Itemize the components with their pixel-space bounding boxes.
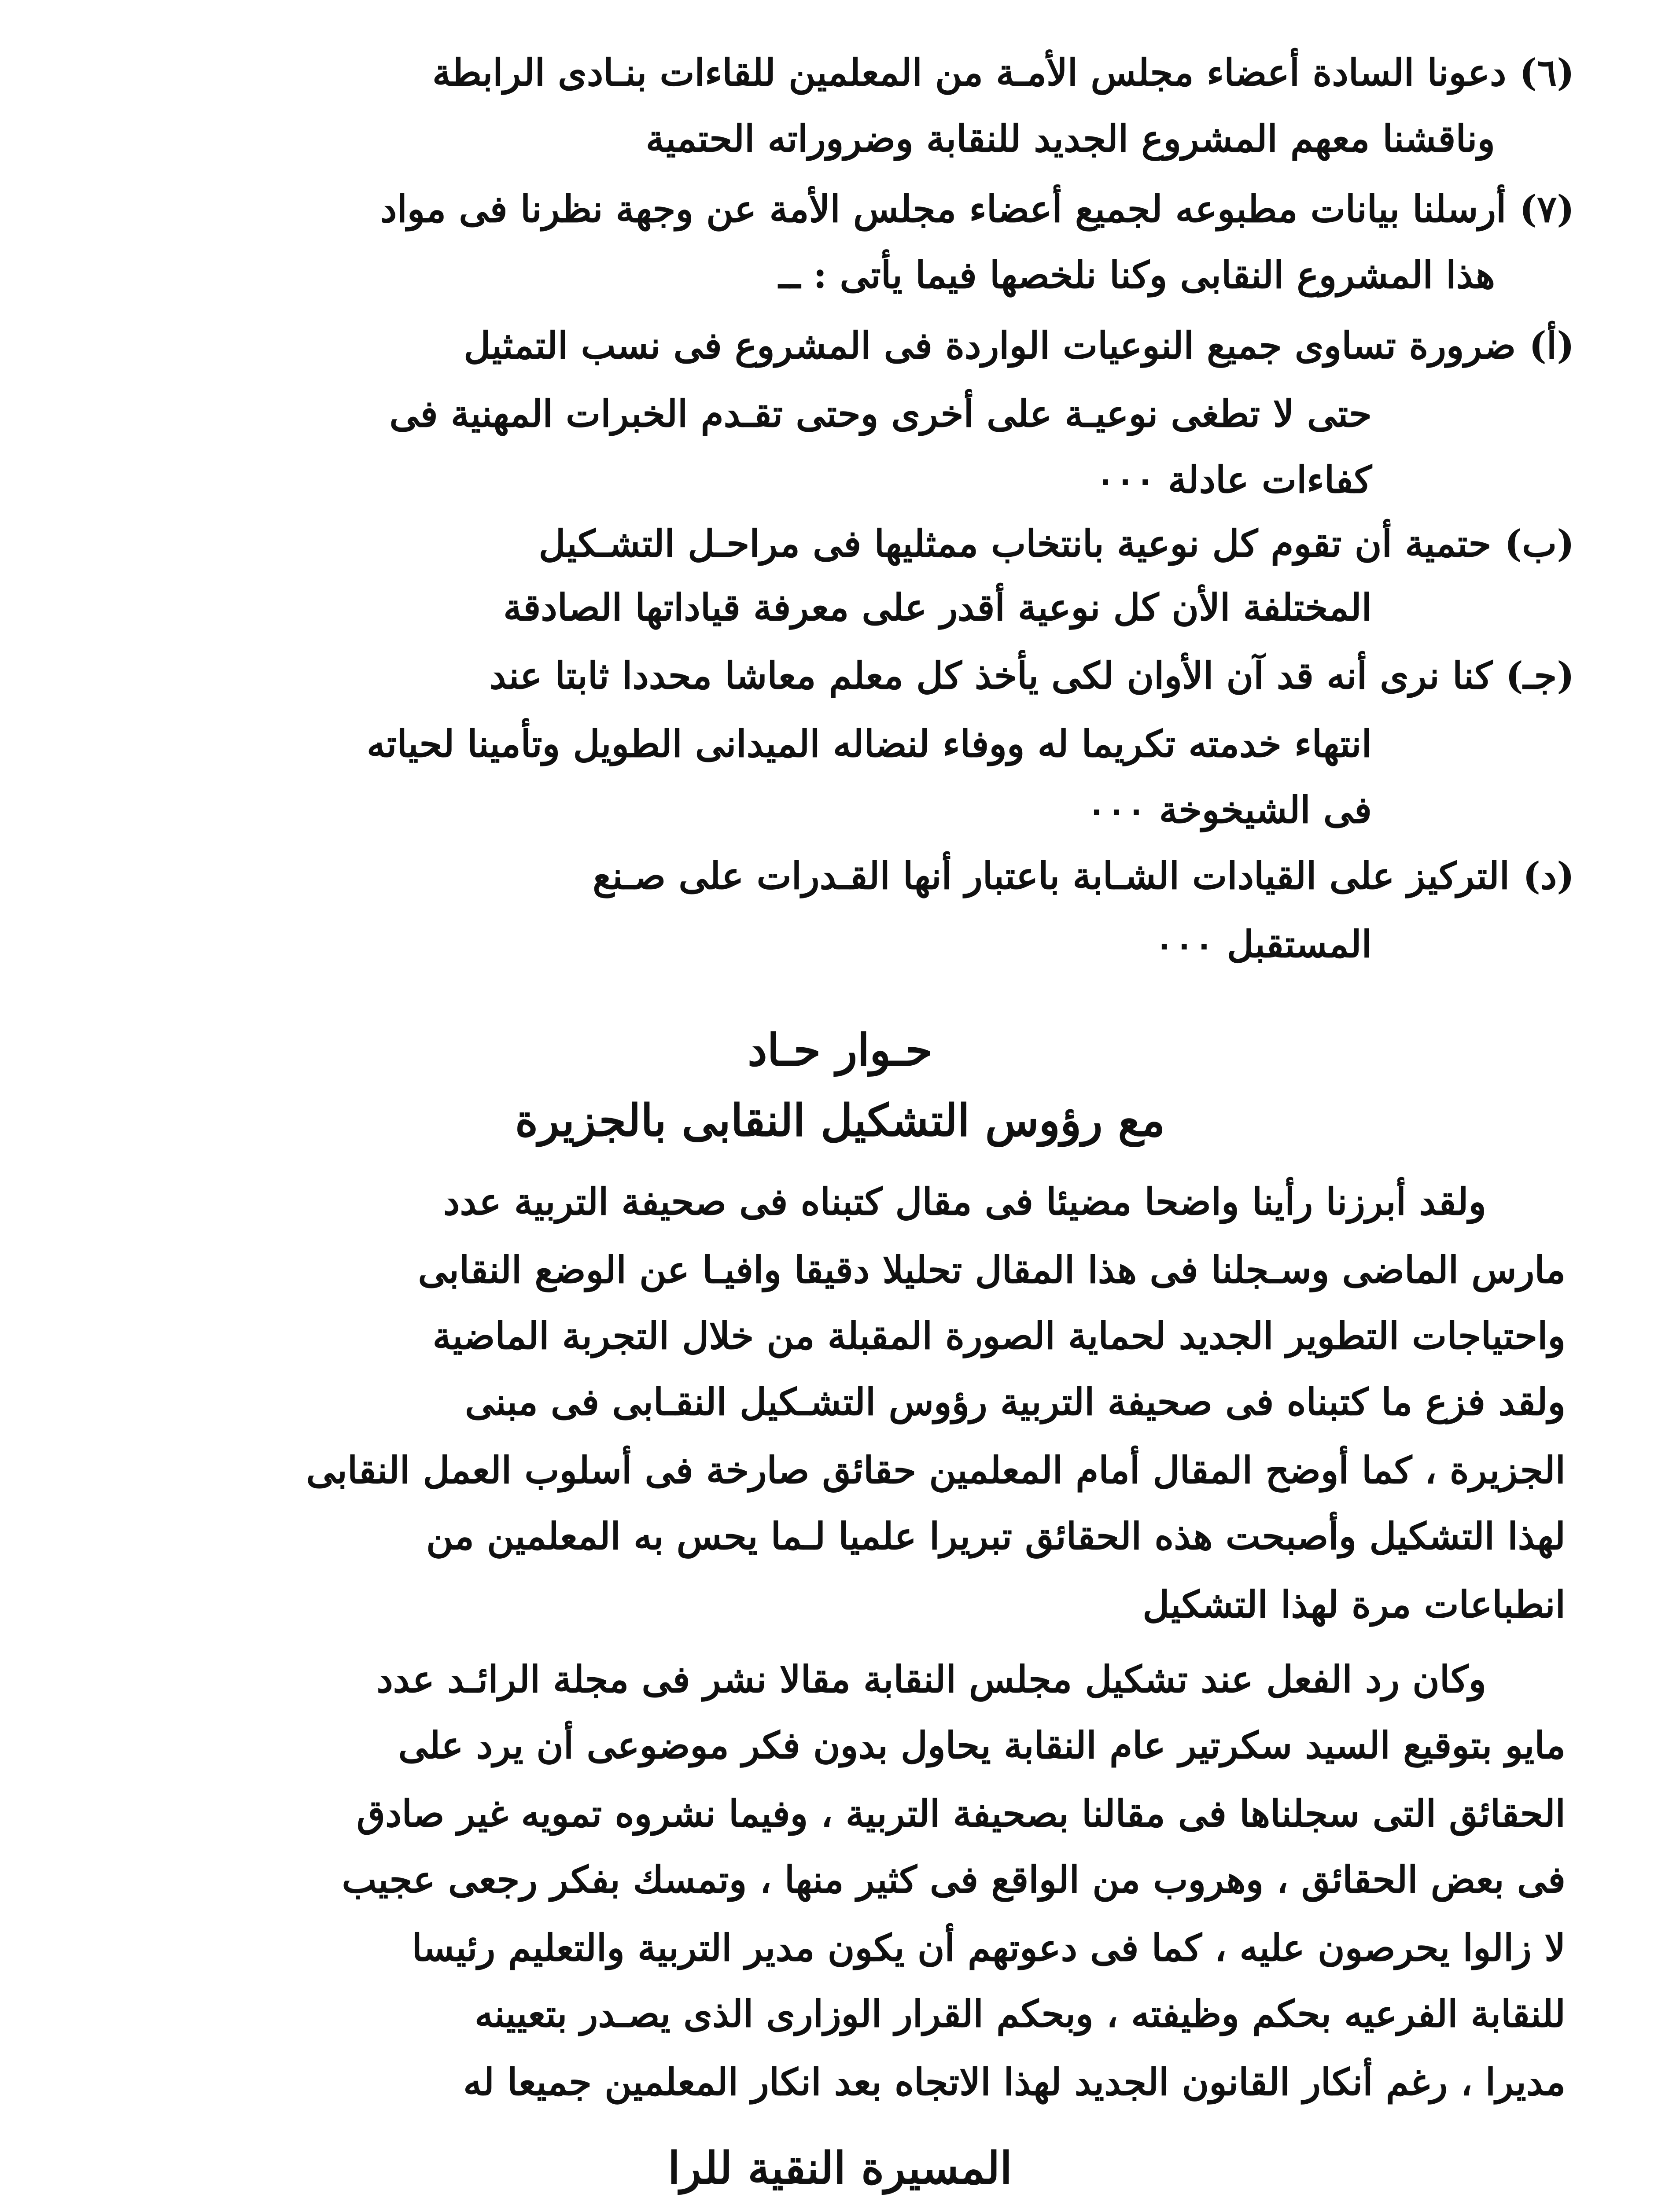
paragraph-1-line-5: الجزيرة ، كما أوضح المقال أمام المعلمين حقائق صارخة فى أسلوب العمل النقابى	[306, 1448, 1566, 1492]
item-7-marker: (٧)	[1519, 187, 1574, 231]
section-heading-1-line-1: حـوار حـاد	[748, 1024, 932, 1076]
item-d-marker: (د)	[1523, 854, 1574, 898]
item-6-line-2: وناقشنا معهم المشروع الجديد للنقابة وضروراته الحتمية	[645, 117, 1495, 160]
paragraph-1-line-6: لهذا التشكيل وأصبحت هذه الحقائق تبريرا علميا لـما يحس به المعلمين من	[426, 1514, 1566, 1558]
item-6-line-1: (٦)دعونا السادة أعضاء مجلس الأمـة من المعلمين للقاءات بنـادى الرابطة	[432, 51, 1574, 94]
item-7-line-2: هذا المشروع النقابى وكنا نلخصها فيما يأتى : ــ	[778, 253, 1495, 297]
paragraph-1-line-1: ولقد أبرزنا رأينا واضحا مضيئا فى مقال كتبناه فى صحيفة التربية عدد	[443, 1180, 1486, 1223]
item-a-line-1: (أ)ضرورة تساوى جميع النوعيات الواردة فى المشروع فى نسب التمثيل	[464, 324, 1574, 367]
item-c-line-2: انتهاء خدمته تكريما له ووفاء لنضاله الميدانى الطويل وتأمينا لحياته	[366, 722, 1372, 766]
item-a-line-2: حتى لا تطغى نوعيـة على أخرى وحتى تقـدم الخبرات المهنية فى	[389, 392, 1372, 435]
paragraph-1-line-7: انطباعات مرة لهذا التشكيل	[1142, 1583, 1566, 1626]
item-b-marker: (ب)	[1504, 522, 1574, 565]
paragraph-1-line-4: ولقد فزع ما كتبناه فى صحيفة التربية رؤوس التشـكيل النقـابى فى مبنى	[465, 1380, 1566, 1424]
paragraph-2-line-5: لا زالوا يحرصون عليه ، كما فى دعوتهم أن يكون مدير التربية والتعليم رئيسا	[412, 1926, 1566, 1969]
item-d-line-2: المستقبل ٠٠٠	[1154, 922, 1372, 966]
item-c-line-1: (جـ)كنا نرى أنه قد آن الأوان لكى يأخذ كل معلم معاشا محددا ثابتا عند	[489, 654, 1574, 697]
item-6-marker: (٦)	[1519, 51, 1574, 94]
item-a-line-3: كفاءات عادلة ٠٠٠	[1095, 458, 1372, 501]
item-7-line-1: (٧)أرسلنا بيانات مطبوعه لجميع أعضاء مجلس الأمة عن وجهة نظرنا فى مواد	[380, 187, 1574, 231]
paragraph-2-line-1: وكان رد الفعل عند تشكيل مجلس النقابة مقالا نشر فى مجلة الرائـد عدد	[376, 1657, 1486, 1701]
paragraph-2-line-4: فى بعض الحقائق ، وهروب من الواقع فى كثير منها ، وتمسك بفكر رجعى عجيب	[342, 1858, 1566, 1901]
paragraph-2-line-3: الحقائق التى سجلناها فى مقالنا بصحيفة التربية ، وفيما نشروه تمويه غير صادق	[356, 1792, 1566, 1835]
paragraph-2-line-2: مايو بتوقيع السيد سكرتير عام النقابة يحاول بدون فكر موضوعى أن يرد على	[398, 1723, 1566, 1767]
paragraph-1-line-2: مارس الماضى وسـجلنا فى هذا المقال تحليلا دقيقا وافيـا عن الوضع النقابى	[418, 1248, 1566, 1292]
item-a-marker: (أ)	[1529, 324, 1574, 367]
paragraph-2-line-7: مديرا ، رغم أنكار القانون الجديد لهذا الاتجاه بعد انكار المعلمين جميعا له	[463, 2060, 1566, 2104]
item-b-line-1: (ب)حتمية أن تقوم كل نوعية بانتخاب ممثليها فى مراحـل التشـكيل	[538, 522, 1574, 565]
item-c-line-3: فى الشيخوخة ٠٠٠	[1087, 788, 1372, 832]
item-b-line-2: المختلفة الأن كل نوعية أقدر على معرفة قياداتها الصادقة	[503, 585, 1372, 629]
paragraph-2-line-6: للنقابة الفرعيه بحكم وظيفته ، وبحكم القرار الوزارى الذى يصـدر بتعيينه	[475, 1992, 1566, 2035]
item-c-marker: (جـ)	[1505, 654, 1574, 697]
section-heading-2: المسيرة النقية للرا	[668, 2142, 1012, 2194]
paragraph-1-line-3: واحتياجات التطوير الجديد لحماية الصورة المقبلة من خلال التجربة الماضية	[432, 1314, 1566, 1358]
section-heading-1-line-2: مع رؤوس التشكيل النقابى بالجزيرة	[515, 1094, 1165, 1146]
item-d-line-1: (د)التركيز على القيادات الشـابة باعتبار أنها القـدرات على صـنع	[593, 854, 1574, 898]
